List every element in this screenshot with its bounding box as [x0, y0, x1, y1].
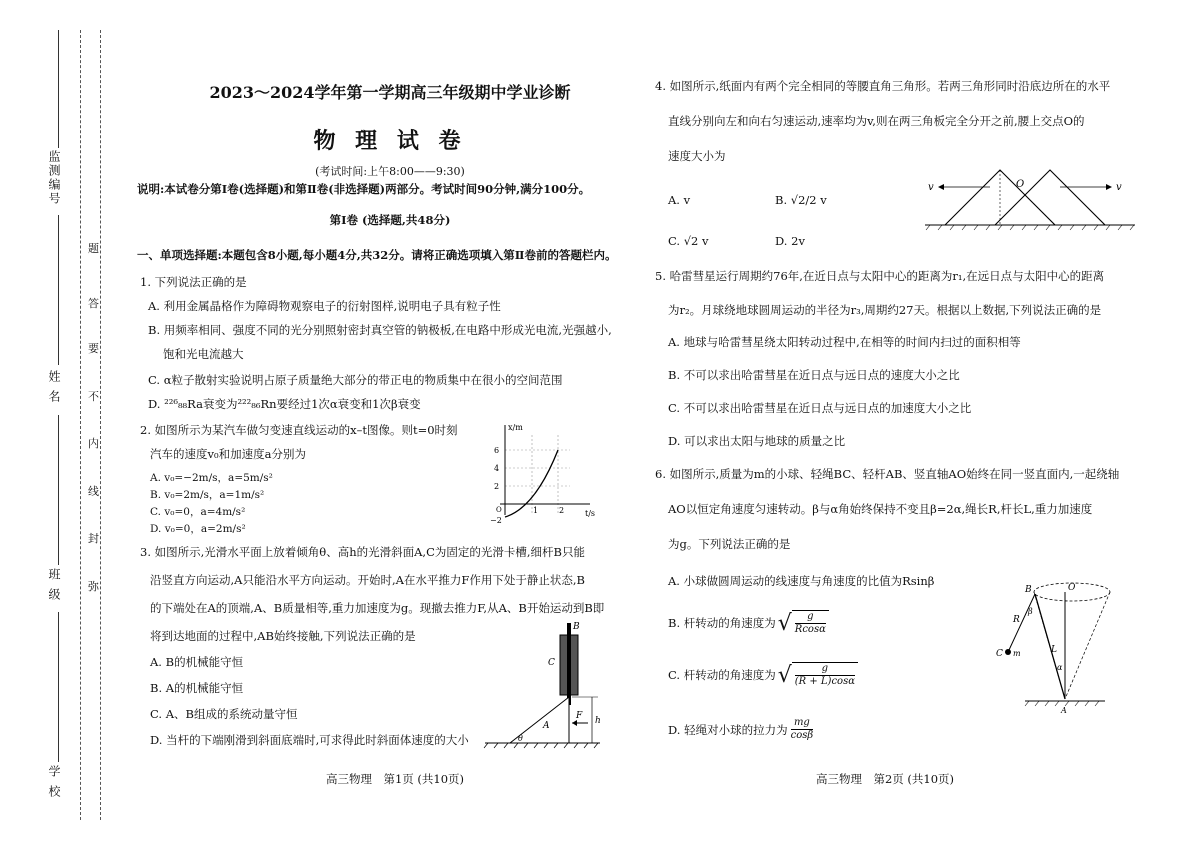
- q2-stem: 2. 如图所示为某汽车做匀变速直线运动的x–t图像。则t=0时刻: [140, 423, 458, 437]
- q4-option-a: A. v: [668, 193, 691, 207]
- q3-label-h: h: [595, 716, 601, 726]
- q5-option-d: D. 可以求出太阳与地球的质量之比: [668, 434, 846, 448]
- q6-option-d-denominator: cosβ: [790, 730, 814, 741]
- q6-stem-cont: AO以恒定角速度匀速转动。β与α角始终保持不变且β=2α,绳长R,杆长L,重力加速度: [668, 502, 1093, 516]
- seal-line: [80, 30, 81, 820]
- q6-option-d: [668, 717, 816, 742]
- q1-option-a: A. 利用金属晶格作为障碍物观察电子的衍射图样,说明电子具有粒子性: [148, 299, 501, 313]
- q1-option-b-cont: 饱和光电流越大: [163, 347, 244, 361]
- q6-label-l: L: [1051, 645, 1057, 655]
- q3-option-d: D. 当杆的下端刚滑到斜面底端时,可求得此时斜面体速度的大小: [150, 733, 469, 747]
- q6-label-beta: β: [1028, 607, 1033, 616]
- seal-char: 答: [88, 297, 99, 310]
- q6-ball: [1005, 649, 1011, 655]
- q4-label-v: v: [928, 182, 934, 193]
- q2-graph-xlabel: t/s: [585, 509, 596, 518]
- page-footer-right: 高三物理 第2页 (共10页): [815, 772, 955, 786]
- seal-char: 线: [88, 485, 99, 498]
- q2-option-d: D. v₀=0，a=2m/s²: [150, 523, 246, 535]
- q6-option-d-numerator: mg: [793, 717, 810, 728]
- q3-stem-cont: 的下端处在A的顶端,A、B质量相等,重力加速度为g。现撤去推力F,从A、B开始运动到B即: [150, 601, 605, 615]
- q2-option-a: A. v₀=−2m/s，a=5m/s²: [150, 472, 273, 484]
- q6-option-b-text: B. 杆转动的角速度为: [668, 616, 776, 630]
- subject-title: 物 理 试 卷: [313, 128, 467, 154]
- fill-line: [58, 612, 59, 762]
- q6-label-m: m: [1013, 649, 1021, 658]
- q2-stem-cont: 汽车的速度v₀和加速度a分别为: [150, 447, 306, 461]
- q3-label-theta: θ: [518, 734, 523, 743]
- seal-char: 题: [88, 242, 99, 255]
- q6-option-a: A. 小球做圆周运动的线速度与角速度的比值为Rsinβ: [668, 574, 935, 588]
- q2-xt-graph: [480, 420, 605, 530]
- sidebar-label-class: 班 级: [47, 568, 61, 602]
- q2-graph-origin: O: [496, 506, 502, 514]
- q4-triangle-right: [995, 170, 1105, 225]
- q2-graph-ytick: 6: [494, 446, 500, 455]
- q6-label-a: A: [1061, 706, 1067, 715]
- seal-char: 要: [88, 342, 99, 355]
- q3-stem-cont: 将到达地面的过程中,AB始终接触,下列说法正确的是: [150, 629, 416, 643]
- q4-option-c: C. √2 v: [668, 234, 709, 248]
- q1-option-d: D. ²²⁶₈₈Ra衰变为²²²₈₆Rn要经过1次α衰变和1次β衰变: [148, 397, 421, 411]
- q5-stem: 5. 哈雷彗星运行周期约76年,在近日点与太阳中心的距离为r₁,在远日点与太阳中心的距离: [655, 269, 1105, 283]
- q6-label-b: B: [1025, 585, 1032, 595]
- q3-label-c: C: [548, 658, 555, 668]
- q6-option-c: C. 杆转动的角速度为 √ $\frac{g}{(R + L)\cos\alpha}$: [668, 662, 858, 688]
- sidebar-label-monitor-id: 监测编号: [47, 150, 61, 206]
- q6-label-c: C: [996, 649, 1003, 659]
- q6-option-c-numerator: g: [821, 663, 829, 674]
- q6-option-b-denominator: Rcosα: [794, 624, 826, 635]
- exam-title: 2023～2024学年第一学期高三年级期中学业诊断: [209, 83, 571, 102]
- part1-heading: 第Ⅰ卷 (选择题,共48分): [329, 213, 451, 227]
- q6-option-c-text: C. 杆转动的角速度为: [668, 668, 776, 682]
- q2-graph-ytick: 2: [494, 482, 500, 491]
- q4-stem-cont: 直线分别向左和向右匀速运动,速率均为v,则在两三角板完全分开之前,腰上交点O的: [668, 114, 1085, 128]
- q4-label-o: O: [1016, 179, 1025, 190]
- q2-graph-ylabel: x/m: [508, 423, 523, 432]
- q2-graph-ytick: 4: [494, 464, 500, 473]
- q1-stem: 1. 下列说法正确的是: [140, 275, 247, 289]
- q5-option-b: B. 不可以求出哈雷彗星在近日点与远日点的速度大小之比: [668, 368, 960, 382]
- q3-label-b: B: [573, 622, 580, 632]
- q3-option-b: B. A的机械能守恒: [150, 681, 244, 695]
- q5-stem-cont: 为r₂。月球绕地球圆周运动的半径为r₃,周期约27天。根据以上数据,下列说法正确的是: [668, 303, 1102, 317]
- q6-label-r: R: [1013, 615, 1020, 625]
- q6-option-b: B. 杆转动的角速度为 √ $\frac{g}{Rcos\alpha}$: [668, 610, 829, 636]
- q1-option-b: B. 用频率相同、强度不同的光分别照射密封真空管的钠极板,在电路中形成光电流,光强越小,: [148, 323, 612, 337]
- seal-line: [100, 30, 101, 820]
- q2-graph-xtick: 2: [559, 506, 565, 515]
- q4-triangles-figure: [920, 165, 1150, 235]
- exam-time: (考试时间:上午8:00——9:30): [315, 165, 465, 178]
- q6-option-b-numerator: g: [807, 611, 814, 622]
- q2-graph-ytick: −2: [490, 516, 502, 525]
- q6-option-c-denominator: (R + L)cosα: [794, 676, 855, 687]
- sidebar-label-school: 学 校: [47, 765, 61, 799]
- q3-stem-cont: 沿竖直方向运动,A只能沿水平方向运动。开始时,A在水平推力F作用下处于静止状态,B: [150, 573, 586, 587]
- q5-option-a: A. 地球与哈雷彗星绕太阳转动过程中,在相等的时间内扫过的面积相等: [668, 335, 1021, 349]
- q3-slope-figure: [480, 615, 610, 750]
- q4-label-v: v: [1116, 182, 1122, 193]
- q6-stem-cont: 为g。下列说法正确的是: [668, 537, 791, 551]
- q4-stem-cont: 速度大小为: [668, 149, 726, 163]
- q2-option-c: C. v₀=0，a=4m/s²: [150, 506, 246, 518]
- fill-line: [58, 215, 59, 365]
- seal-char: 不: [88, 390, 99, 403]
- seal-char: 封: [88, 532, 99, 545]
- q2-graph-xtick: 1: [533, 506, 539, 515]
- q3-stem: 3. 如图所示,光滑水平面上放着倾角θ、高h的光滑斜面A,C为固定的光滑卡槽,细杆B只能: [140, 545, 585, 559]
- q1-option-c: C. α粒子散射实验说明占原子质量绝大部分的带正电的物质集中在很小的空间范围: [148, 373, 563, 387]
- seal-char: 内: [88, 437, 99, 450]
- sidebar-label-name: 姓 名: [47, 370, 61, 404]
- q5-option-c: C. 不可以求出哈雷彗星在近日点与远日点的加速度大小之比: [668, 401, 972, 415]
- q6-cone-figure: [995, 572, 1115, 717]
- q4-stem: 4. 如图所示,纸面内有两个完全相同的等腰直角三角形。若两三角形同时沿底边所在的水平: [655, 79, 1111, 93]
- q2-option-b: B. v₀=2m/s，a=1m/s²: [150, 489, 265, 501]
- fill-line: [58, 30, 59, 148]
- q4-option-d: D. 2v: [775, 234, 805, 248]
- q4-option-b: B. √2/2 v: [775, 193, 827, 207]
- q3-label-f: F: [576, 711, 583, 721]
- instructions: 说明:本试卷分第Ⅰ卷(选择题)和第Ⅱ卷(非选择题)两部分。考试时间90分钟,满分100分。: [137, 182, 591, 196]
- q3-option-a: A. B的机械能守恒: [150, 655, 244, 669]
- seal-char: 弥: [88, 580, 99, 593]
- section1-heading: 一、单项选择题:本题包含8小题,每小题4分,共32分。请将正确选项填入第Ⅱ卷前的答题栏内。: [137, 248, 617, 262]
- q6-stem: 6. 如图所示,质量为m的小球、轻绳BC、轻杆AB、竖直轴AO始终在同一竖直面内,一起绕轴: [655, 467, 1120, 481]
- q6-label-o: O: [1068, 583, 1076, 593]
- q6-option-d-text: D. 轻绳对小球的拉力为: [668, 722, 788, 737]
- q3-label-a: A: [543, 721, 550, 731]
- page-footer-left: 高三物理 第1页 (共10页): [325, 772, 465, 786]
- q6-rod-ab: [1035, 594, 1065, 699]
- fill-line: [58, 415, 59, 565]
- q6-label-alpha: α: [1057, 663, 1063, 672]
- q3-option-c: C. A、B组成的系统动量守恒: [150, 707, 298, 721]
